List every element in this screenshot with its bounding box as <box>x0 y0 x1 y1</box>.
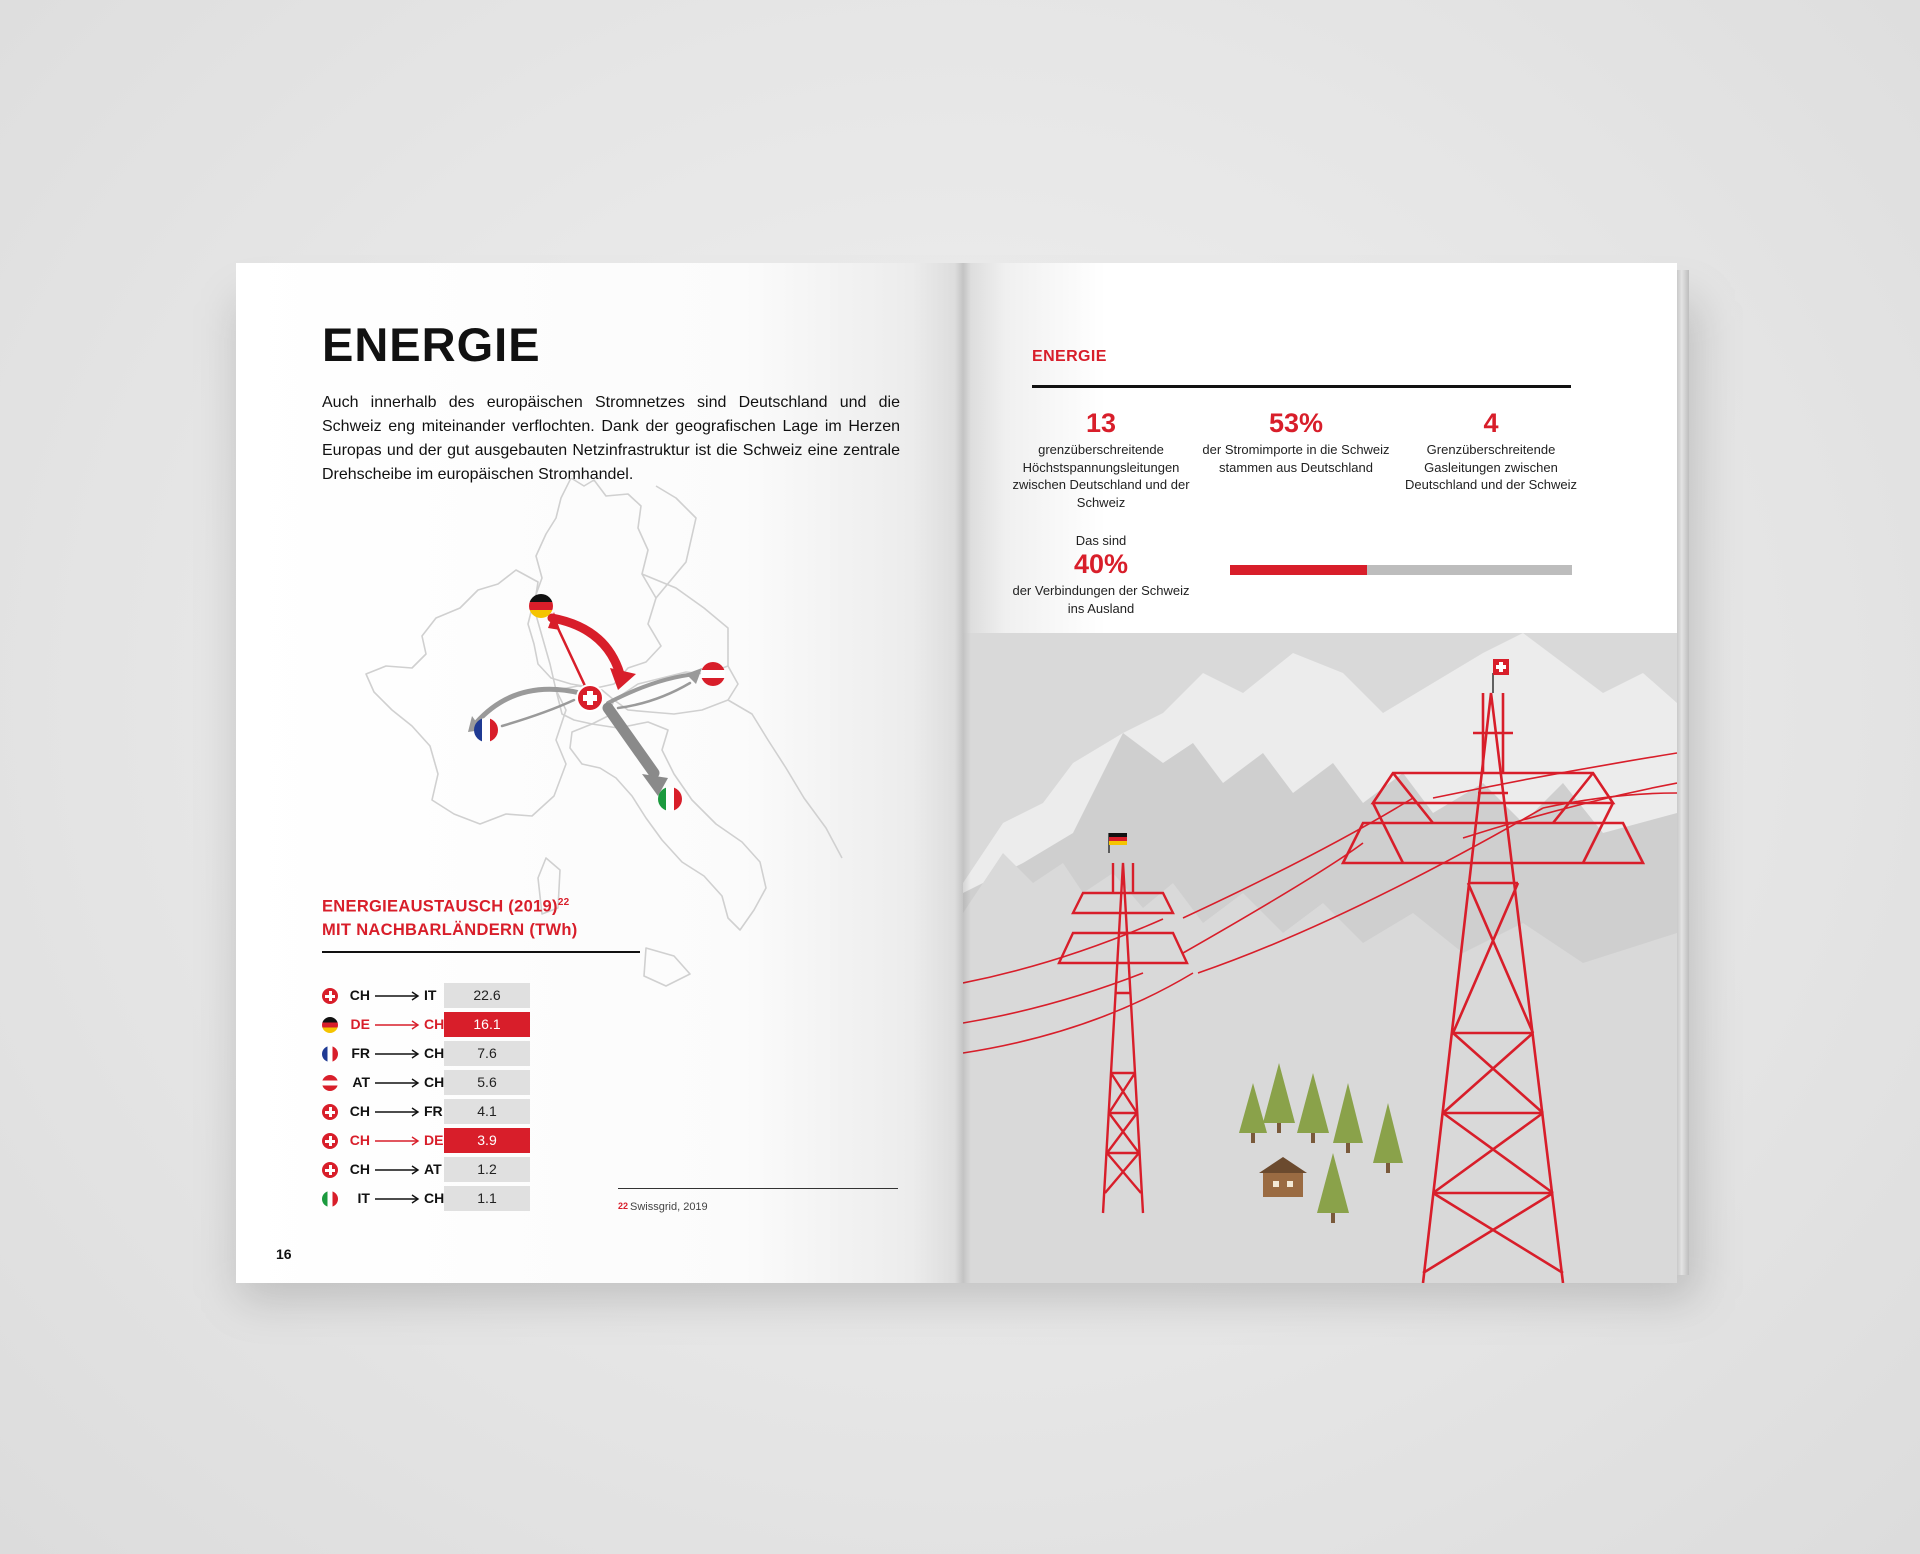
stat-block <box>1396 408 1586 494</box>
to-country: IT <box>424 987 437 1003</box>
ch-flag-icon <box>322 1133 338 1149</box>
page-number: 16 <box>276 1246 292 1262</box>
power-line-illustration <box>963 633 1677 1283</box>
table-row <box>322 981 622 1010</box>
exchange-value: 1.1 <box>444 1186 530 1211</box>
intro-paragraph: Auch innerhalb des europäischen Stromnetzes sind Deutschland und die Schweiz eng miteinander verflochten. Dank der geografischen Lage im Herzen Europas und der gut ausgebauten Netzinfrastruktur ist die Schweiz eine zentrale Drehscheibe im europäischen Stromhandel. <box>322 394 900 483</box>
fr-flag-icon <box>322 1046 338 1062</box>
share-block <box>1006 532 1196 617</box>
from-country: IT <box>357 1190 370 1206</box>
stat-text: der Stromimporte in die Schweiz stammen aus Deutschland <box>1202 442 1390 475</box>
exchange-value: 22.6 <box>444 983 530 1008</box>
to-country: CH <box>424 1045 445 1061</box>
arrow-right-icon <box>375 1019 421 1031</box>
at-flag-icon <box>322 1075 338 1091</box>
from-country: CH <box>349 1103 370 1119</box>
table-heading <box>322 891 578 942</box>
share-number: 40% <box>1073 549 1129 579</box>
page-title: ENERGIE <box>322 318 541 371</box>
table-heading-line2: MIT NACHBARLÄNDERN (TWh) <box>322 920 578 939</box>
arrow-right-icon <box>375 1164 421 1176</box>
section-rule <box>1032 385 1571 388</box>
exchange-value: 5.6 <box>444 1070 530 1095</box>
page-edge <box>1677 270 1689 1275</box>
from-country: FR <box>351 1045 370 1061</box>
table-heading-line1: ENERGIEAUSTAUSCH (2019) <box>322 897 558 916</box>
ch-flag-icon <box>322 1104 338 1120</box>
to-country: FR <box>424 1103 443 1119</box>
arrow-right-icon <box>375 1135 421 1147</box>
to-country: DE <box>424 1132 444 1148</box>
table-row <box>322 1068 622 1097</box>
stat-text: grenzüberschreitende Höchstspannungsleitungen zwischen Deutschland und der Schweiz <box>1012 442 1190 510</box>
footnote <box>618 1201 708 1213</box>
stat-number: 13 <box>1085 408 1117 438</box>
exchange-value: 16.1 <box>444 1012 530 1037</box>
table-row <box>322 1155 622 1184</box>
from-country: AT <box>352 1074 370 1090</box>
table-row <box>322 1097 622 1126</box>
footnote-number: 22 <box>618 1201 629 1211</box>
arrow-right-icon <box>375 1106 421 1118</box>
table-rule <box>322 951 640 953</box>
table-row <box>322 1184 622 1213</box>
arrow-right-icon <box>375 990 421 1002</box>
exchange-table <box>322 981 622 1213</box>
from-country: CH <box>349 987 370 1003</box>
ch-flag-icon <box>322 988 338 1004</box>
stat-number: 4 <box>1483 408 1499 438</box>
arrow-right-icon <box>375 1048 421 1060</box>
stat-block <box>1006 408 1196 511</box>
share-progress-bar <box>1230 565 1572 575</box>
europe-map <box>356 478 876 1038</box>
exchange-value: 1.2 <box>444 1157 530 1182</box>
table-row <box>322 1126 622 1155</box>
book-spine <box>955 263 971 1283</box>
arrow-right-icon <box>375 1077 421 1089</box>
section-heading: ENERGIE <box>1032 348 1107 365</box>
stat-block <box>1201 408 1391 476</box>
footnote-text: Swissgrid, 2019 <box>630 1201 708 1213</box>
ch-flag-icon <box>322 1162 338 1178</box>
from-country: DE <box>350 1016 370 1032</box>
left-page <box>236 263 963 1283</box>
to-country: CH <box>424 1016 445 1032</box>
exchange-value: 7.6 <box>444 1041 530 1066</box>
it-flag-icon <box>322 1191 338 1207</box>
stat-text: Grenzüberschreitende Gasleitungen zwischen Deutschland und der Schweiz <box>1405 442 1577 492</box>
to-country: CH <box>424 1074 445 1090</box>
exchange-value: 3.9 <box>444 1128 530 1153</box>
arrow-right-icon <box>375 1193 421 1205</box>
table-row <box>322 1039 622 1068</box>
table-row <box>322 1010 622 1039</box>
from-country: CH <box>349 1132 370 1148</box>
share-progress-fill <box>1230 565 1367 575</box>
exchange-value: 4.1 <box>444 1099 530 1124</box>
from-country: CH <box>349 1161 370 1177</box>
de-flag-icon <box>322 1017 338 1033</box>
footnote-ref: 22 <box>557 897 570 908</box>
right-page <box>963 263 1677 1283</box>
share-prefix: Das sind <box>1075 533 1127 548</box>
share-text: der Verbindungen der Schweiz ins Ausland <box>1012 583 1190 616</box>
to-country: CH <box>424 1190 445 1206</box>
to-country: AT <box>424 1161 442 1177</box>
stat-number: 53% <box>1268 408 1324 438</box>
footnote-rule <box>618 1188 898 1189</box>
